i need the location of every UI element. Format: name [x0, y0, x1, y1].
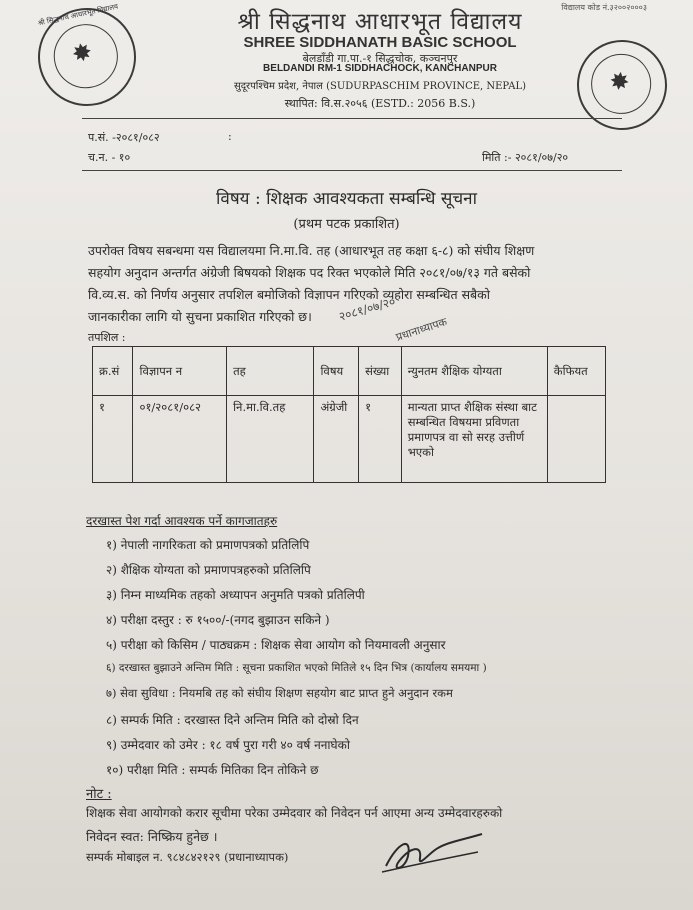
list-item: ७) सेवा सुविधा : नियमबि तह को संघीय शिक्षण सहयोग बाट प्राप्त हुने अनुदान रकम: [106, 686, 453, 700]
notice-document: विद्यालय कोड नं.३२००२०००३ श्री सिद्धनाथ आधारभूत विद्यालय ✸ ✸ श्री सिद्धनाथ आधारभूत विद्यालय SHREE SIDDHANATH BASIC SCHOOL बेलडाँडी गा.पा.-१ सिद्धचोक, कञ्चनपुर BELDANDI RM-1 SIDDHACHOCK, KANCHANPUR सुदूरपश्चिम प्रदेश, नेपाल (SUDURPASCHIM PROVINCE, NEPAL) स्थापित: वि.स.२०५६ (ESTD.: 2056 B.S.) प.सं. -२०८१/०८२ : च.न. - १० मिति :- २०८१/०७/२० विषय : शिक्षक आवश्यकता सम्बन्धि सूचना (प्रथम पटक प्रकाशित) उपरोक्त विषय सबन्धमा यस विद्यालयमा नि.मा.वि. तह (आधारभूत तह कक्षा ६-८) को संघीय शिक्षण सहयोग अनुदान अन्तर्गत अंग्रेजी बिषयको शिक्षक पद रिक्त भएकोले मिति २०८१/०७/१३ गते बसेको वि.व्य.स. को निर्णय अनुसार तपशिल बमोजिको विज्ञापन गरिएको व्यहोरा सम्बन्धित सबैको जानकारीका लागि यो सुचना प्रकाशित गरिएको छ। २०८१/०७/२० प्रधानाध्यापक तपशिल : क्र.सं विज्ञापन न तह विषय संख्या न्युनतम शैक्षिक योग्यता कैफियत १ ०१/२०८१/०८२ नि.मा.वि.तह अंग्रेजी १ मान्यता प्राप्त शैक्षिक संस्था बाट सम्बन्धित विषयमा प्रविणता प्रमाणपत्र वा सो सरह उत्तीर्ण भएको दरखास्त पेश गर्दा आवश्यक पर्ने कागजातहरु १) नेपाली नागरिकता को प्रमाणपत्रको प्रतिलिपि २) शैक्षिक योग्यता को प्रमाणपत्रहरुको प्रतिलिपि ३) निम्न माध्यमिक तहको अध्यापन अनुमति पत्रको प्रतिलिपी ४) परीक्षा दस्तुर : रु १५००/-(नगद बुझाउन सकिने ) ५) परीक्षा को किसिम / पाठ्यक्रम : शिक्षक सेवा आयोग को नियमावली अनुसार ६) दरखास्त बुझाउने अन्तिम मिति : सूचना प्रकाशित भएको मितिले १५ दिन भित्र (कार्यालय समयमा ) ७) सेवा सुविधा : नियमबि तह को संघीय शिक्षण सहयोग बाट प्राप्त हुने अनुदान रकम ८) सम्पर्क मिति : दरखास्त दिने अन्तिम मिति को दोस्रो दिन ९) उम्मेदवार को उमेर : १८ वर्ष पुरा गरी ४० वर्ष ननाघेको १०) परीक्षा मिति : सम्पर्क मितिका दिन तोकिने छ नोट : शिक्षक सेवा आयोगको करार सूचीमा परेका उम्मेदवार को निवेदन पर्न आएमा अन्य उम्मेदवारहरुको निवेदन स्वत: निष्क्रिय हुनेछ । सम्पर्क मोबाइल न. ९८४८४२१२९ (प्रधानाध्यापक): [0, 0, 693, 910]
star-emblem-icon: ✸: [607, 66, 632, 97]
list-item: ९) उम्मेदवार को उमेर : १८ वर्ष पुरा गरी ४० वर्ष ननाघेको: [106, 738, 350, 752]
notice-subject: विषय : शिक्षक आवश्यकता सम्बन्धि सूचना: [216, 189, 477, 209]
list-item: १०) परीक्षा मिति : सम्पर्क मितिका दिन तोकिने छ: [106, 763, 319, 777]
body-line: वि.व्य.स. को निर्णय अनुसार तपशिल बमोजिको विज्ञापन गरिएको व्यहोरा सम्बन्धित सबैको: [88, 287, 490, 302]
school-province: सुदूरपश्चिम प्रदेश, नेपाल (SUDURPASCHIM PROVINCE, NEPAL): [233, 81, 527, 92]
column-header: तह: [227, 347, 314, 396]
column-header: विज्ञापन न: [133, 347, 227, 396]
table-header-row: [93, 347, 606, 396]
list-item: ८) सम्पर्क मिति : दरखास्त दिने अन्तिम मिति को दोस्रो दिन: [106, 713, 359, 727]
body-line: जानकारीका लागि यो सुचना प्रकाशित गरिएको छ।: [88, 309, 312, 324]
list-item: ४) परीक्षा दस्तुर : रु १५००/-(नगद बुझाउन सकिने ): [106, 613, 330, 627]
star-emblem-icon: ✸: [69, 37, 95, 69]
school-code: विद्यालय कोड नं.३२००२०००३: [561, 3, 647, 12]
cell-level: नि.मा.वि.तह: [227, 396, 314, 483]
role-stamp: प्रधानाध्यापक: [394, 315, 449, 344]
note-line: निवेदन स्वत: निष्क्रिय हुनेछ ।: [86, 829, 218, 844]
body-line: सहयोग अनुदान अन्तर्गत अंग्रेजी बिषयको शिक्षक पद रिक्त भएकोले मिति २०८१/०७/१३ गते बसेको: [88, 265, 531, 280]
column-header: कैफियत: [547, 347, 605, 396]
contact-line: सम्पर्क मोबाइल न. ९८४८४२१२९ (प्रधानाध्यापक): [86, 850, 289, 864]
reference-number: प.सं. -२०८१/०८२: [88, 131, 160, 144]
cell-remarks: [547, 396, 605, 483]
list-item: १) नेपाली नागरिकता को प्रमाणपत्रको प्रतिलिपि: [106, 538, 310, 552]
reference-divider: [82, 170, 622, 171]
notice-subtitle: (प्रथम पटक प्रकाशित): [293, 217, 400, 232]
documents-heading: दरखास्त पेश गर्दा आवश्यक पर्ने कागजातहरु: [86, 514, 278, 528]
seal-left-text: श्री सिद्धनाथ आधारभूत विद्यालय: [37, 2, 119, 28]
column-header: क्र.सं: [93, 347, 133, 396]
column-header: संख्या: [359, 347, 402, 396]
school-location-english: BELDANDI RM-1 SIDDHACHOCK, KANCHANPUR: [263, 63, 497, 74]
list-item: ५) परीक्षा को किसिम / पाठ्यक्रम : शिक्षक सेवा आयोग को नियमावली अनुसार: [106, 638, 446, 652]
cell-sn: १: [93, 396, 133, 483]
school-location-nepali: बेलडाँडी गा.पा.-१ सिद्धचोक, कञ्चनपुर: [302, 52, 458, 65]
school-name-english: SHREE SIDDHANATH BASIC SCHOOL: [243, 34, 517, 51]
list-item: २) शैक्षिक योग्यता को प्रमाणपत्रहरुको प्रतिलिपि: [106, 563, 311, 577]
vacancy-table: [92, 346, 606, 483]
list-item: ३) निम्न माध्यमिक तहको अध्यापन अनुमति पत्रको प्रतिलिपी: [106, 588, 365, 602]
date-stamp: २०८१/०७/२०: [337, 294, 397, 324]
cell-count: १: [359, 396, 402, 483]
column-header: विषय: [314, 347, 359, 396]
note-heading: नोट :: [86, 787, 112, 802]
cell-qualification: मान्यता प्राप्त शैक्षिक संस्था बाट सम्बन्धित विषयमा प्रविणता प्रमाणपत्र वा सो सरह उत्तीर्ण भएको: [401, 396, 547, 483]
cell-subject: अंग्रेजी: [314, 396, 359, 483]
body-line: उपरोक्त विषय सबन्धमा यस विद्यालयमा नि.मा.वि. तह (आधारभूत तह कक्षा ६-८) को संघीय शिक्षण: [88, 243, 535, 258]
school-seal-left: [29, 0, 145, 115]
notice-date: मिति :- २०८१/०७/२०: [482, 151, 569, 164]
dispatch-number: च.न. - १०: [88, 151, 131, 164]
list-item: ६) दरखास्त बुझाउने अन्तिम मिति : सूचना प्रकाशित भएको मितिले १५ दिन भित्र (कार्यालय समयमा ): [106, 662, 487, 674]
cell-ad-number: ०१/२०८१/०८२: [133, 396, 227, 483]
school-name-nepali: श्री सिद्धनाथ आधारभूत विद्यालय: [237, 9, 523, 35]
signature-icon: [378, 822, 488, 882]
note-line: शिक्षक सेवा आयोगको करार सूचीमा परेका उम्मेदवार को निवेदन पर्न आएमा अन्य उम्मेदवारहरुको: [86, 806, 503, 820]
table-row: [93, 396, 606, 483]
header-divider: [82, 118, 622, 119]
school-established: स्थापित: वि.स.२०५६ (ESTD.: 2056 B.S.): [284, 97, 476, 110]
table-label: तपशिल :: [88, 331, 126, 344]
column-header: न्युनतम शैक्षिक योग्यता: [401, 347, 547, 396]
